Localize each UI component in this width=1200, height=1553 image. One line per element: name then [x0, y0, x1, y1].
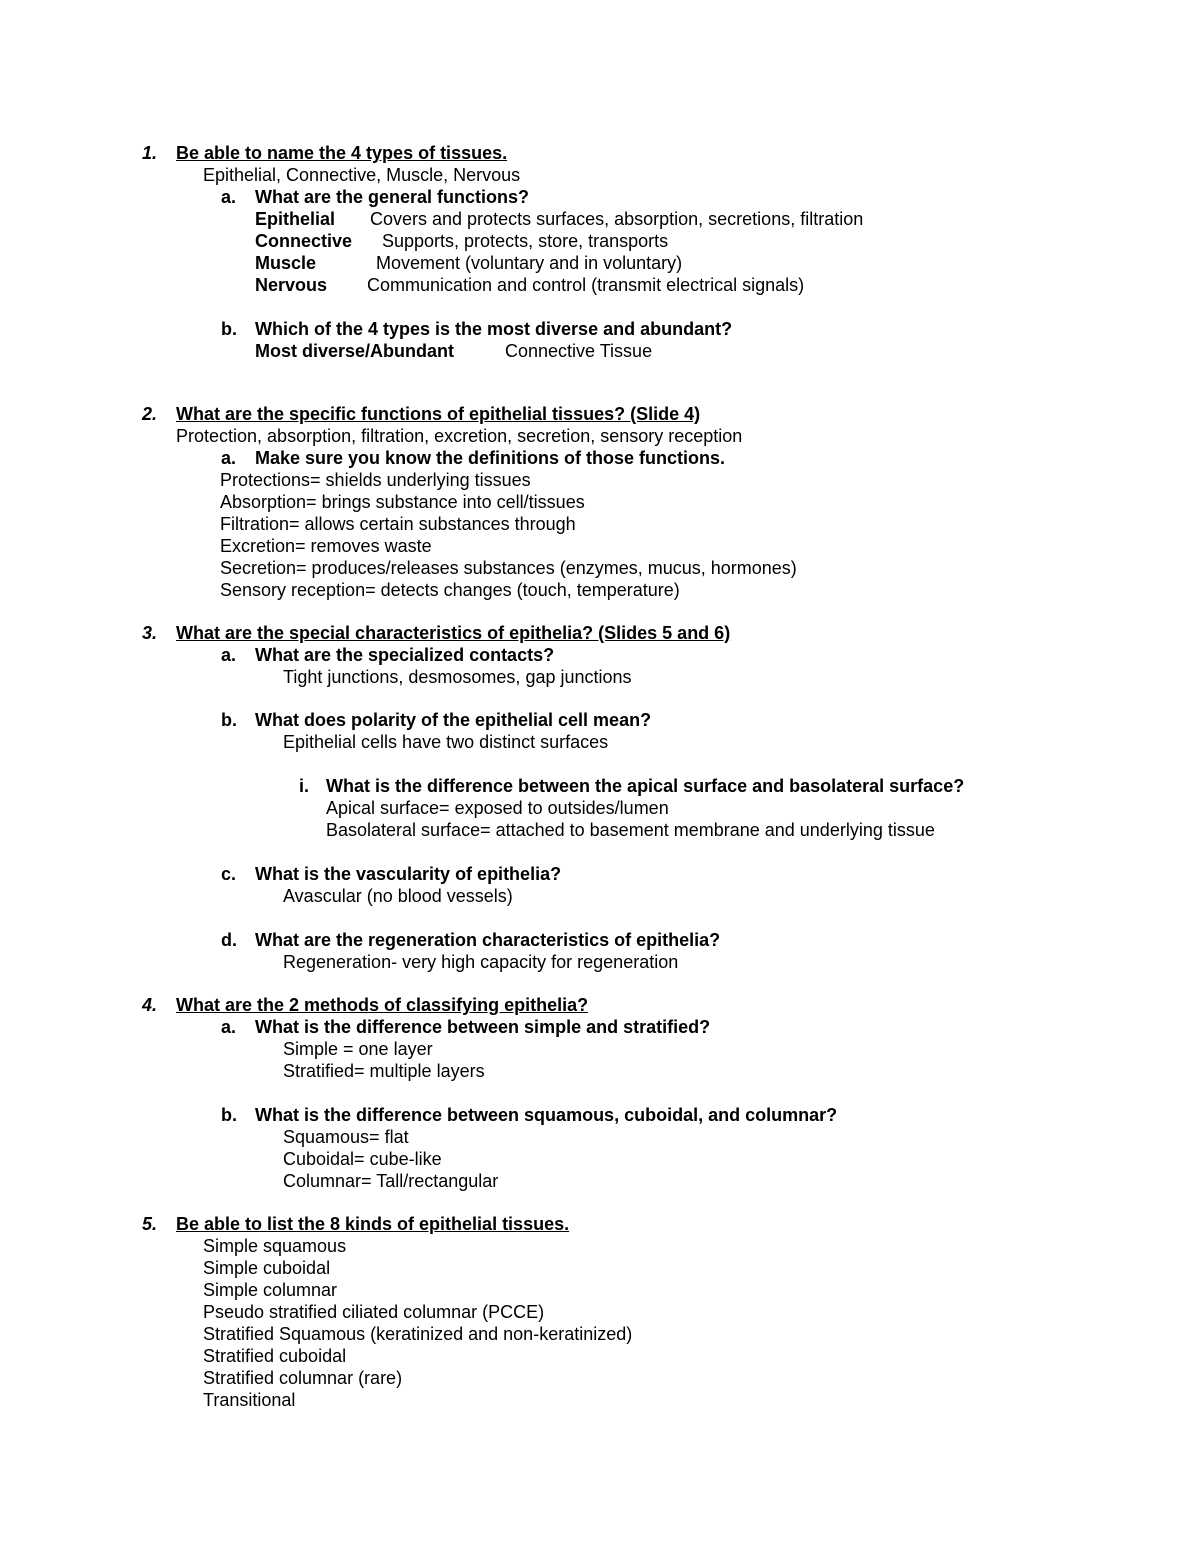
q3b-question: What does polarity of the epithelial cell mean? — [255, 710, 652, 730]
q5-number: 5. — [142, 1214, 158, 1234]
q4a-answer-line: Stratified= multiple layers — [283, 1061, 485, 1081]
q1b-question: Which of the 4 types is the most diverse and abundant? — [255, 319, 733, 339]
tissue-list-item: Stratified Squamous (keratinized and non-keratinized) — [203, 1324, 633, 1344]
q4b-question: What is the difference between squamous, cuboidal, and columnar? — [255, 1105, 838, 1125]
q3c-answer: Avascular (no blood vessels) — [283, 886, 513, 906]
q1b-letter: b. — [221, 319, 237, 339]
q5-title: Be able to list the 8 kinds of epithelial tissues. — [176, 1214, 570, 1234]
tissue-list-item: Simple squamous — [203, 1236, 347, 1256]
definition-line: Sensory reception= detects changes (touch, temperature) — [220, 580, 680, 600]
q4a-question: What is the difference between simple and stratified? — [255, 1017, 711, 1037]
q3a-question: What are the specialized contacts? — [255, 645, 555, 665]
definition-line: Protections= shields underlying tissues — [220, 470, 531, 490]
q4-number: 4. — [142, 995, 158, 1015]
q3c-letter: c. — [221, 864, 237, 884]
q3-title: What are the special characteristics of epithelia? (Slides 5 and 6) — [176, 623, 731, 643]
q4b-answer-line: Cuboidal= cube-like — [283, 1149, 442, 1169]
q1-answer: Epithelial, Connective, Muscle, Nervous — [203, 165, 521, 185]
function-def: Movement (voluntary and in voluntary) — [376, 253, 683, 273]
function-def: Communication and control (transmit electrical signals) — [367, 275, 805, 295]
q4b-letter: b. — [221, 1105, 237, 1125]
function-term: Muscle — [255, 253, 317, 273]
q4b-answer-line: Squamous= flat — [283, 1127, 409, 1147]
definition-line: Absorption= brings substance into cell/tissues — [220, 492, 585, 512]
tissue-list-item: Stratified cuboidal — [203, 1346, 347, 1366]
q2-number: 2. — [142, 404, 158, 424]
q3a-letter: a. — [221, 645, 237, 665]
q3d-letter: d. — [221, 930, 237, 950]
function-def: Supports, protects, store, transports — [382, 231, 669, 251]
tissue-list-item: Simple columnar — [203, 1280, 338, 1300]
tissue-list-item: Stratified columnar (rare) — [203, 1368, 403, 1388]
q2-answer: Protection, absorption, filtration, excretion, secretion, sensory reception — [176, 426, 743, 446]
function-term: Connective — [255, 231, 353, 251]
q3b-answer: Epithelial cells have two distinct surfaces — [283, 732, 609, 752]
q2-title: What are the specific functions of epithelial tissues? (Slide 4) — [176, 404, 701, 424]
q3d-answer: Regeneration- very high capacity for regeneration — [283, 952, 679, 972]
q3bi-letter: i. — [299, 776, 310, 796]
tissue-list-item: Pseudo stratified ciliated columnar (PCCE) — [203, 1302, 545, 1322]
q2a-letter: a. — [221, 448, 237, 468]
q1-title: Be able to name the 4 types of tissues. — [176, 143, 508, 163]
definition-line: Excretion= removes waste — [220, 536, 432, 556]
function-term: Epithelial — [255, 209, 336, 229]
q4-title: What are the 2 methods of classifying epithelia? — [176, 995, 589, 1015]
q4a-answer-line: Simple = one layer — [283, 1039, 433, 1059]
definition-line: Filtration= allows certain substances through — [220, 514, 576, 534]
q4b-answer-line: Columnar= Tall/rectangular — [283, 1171, 499, 1191]
function-term: Nervous — [255, 275, 328, 295]
q3a-answer: Tight junctions, desmosomes, gap junctions — [283, 667, 632, 687]
tissue-list-item: Transitional — [203, 1390, 296, 1410]
q3bi-answer-line: Basolateral surface= attached to basement membrane and underlying tissue — [326, 820, 935, 840]
q3b-letter: b. — [221, 710, 237, 730]
q1a-question: What are the general functions? — [255, 187, 530, 207]
q2a-question: Make sure you know the definitions of those functions. — [255, 448, 726, 468]
q3c-question: What is the vascularity of epithelia? — [255, 864, 562, 884]
q4a-letter: a. — [221, 1017, 237, 1037]
q1b-term: Most diverse/Abundant — [255, 341, 455, 361]
definition-line: Secretion= produces/releases substances (enzymes, mucus, hormones) — [220, 558, 797, 578]
q1b-answer: Connective Tissue — [505, 341, 653, 361]
function-def: Covers and protects surfaces, absorption, secretions, filtration — [370, 209, 864, 229]
q3-number: 3. — [142, 623, 158, 643]
q3bi-answer-line: Apical surface= exposed to outsides/lumen — [326, 798, 669, 818]
tissue-list-item: Simple cuboidal — [203, 1258, 331, 1278]
q3d-question: What are the regeneration characteristics of epithelia? — [255, 930, 721, 950]
q1-number: 1. — [142, 143, 158, 163]
q3bi-question: What is the difference between the apical surface and basolateral surface? — [326, 776, 965, 796]
q1a-letter: a. — [221, 187, 237, 207]
